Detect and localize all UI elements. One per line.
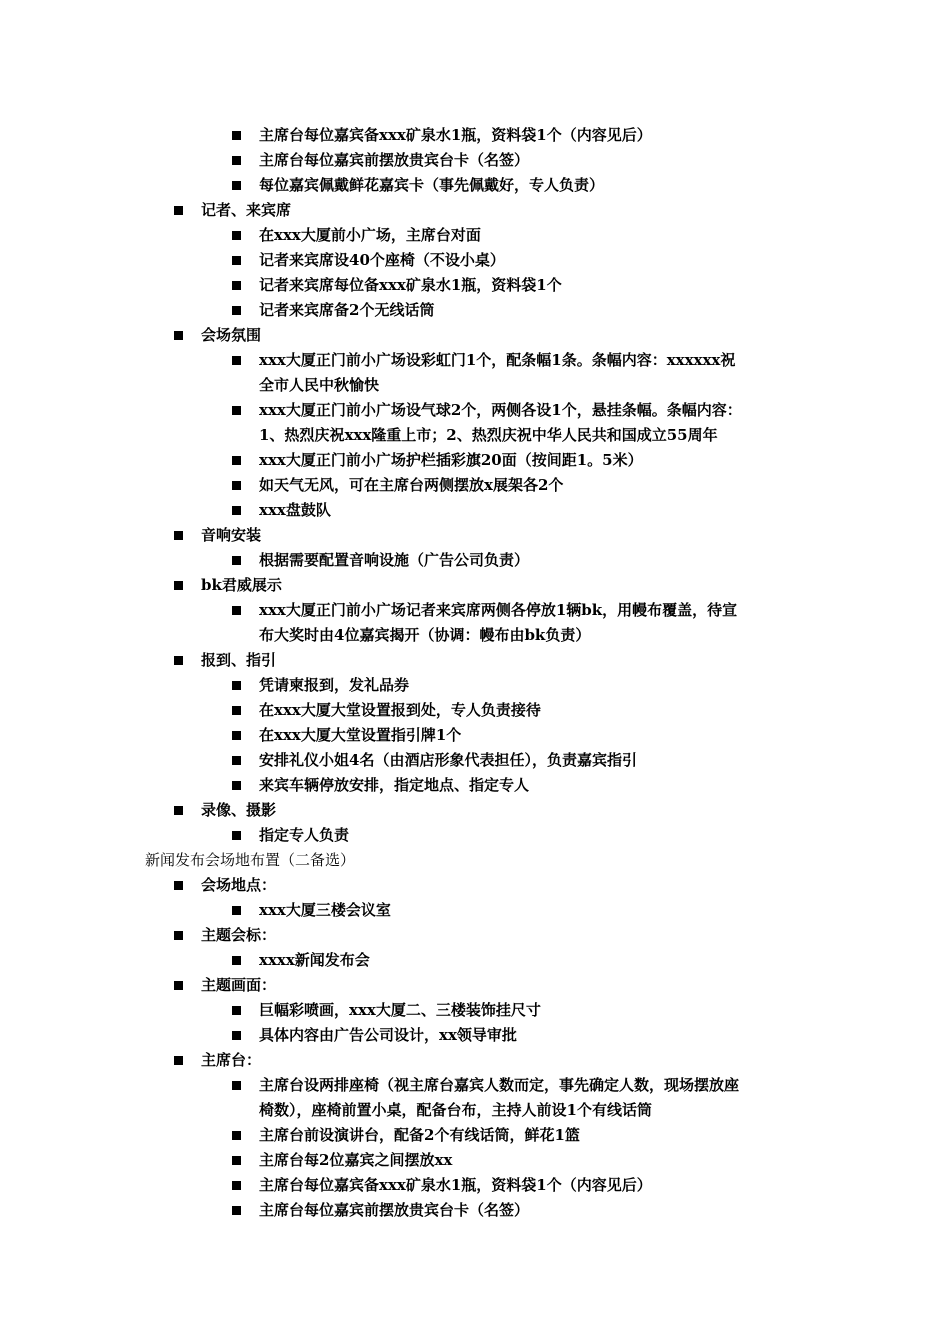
sub-list-item: 如天气无风，可在主席台两侧摆放x展架各2个 xyxy=(259,476,564,494)
square-bullet-icon xyxy=(232,906,241,915)
sub-list-item: 每位嘉宾佩戴鲜花嘉宾卡（事先佩戴好，专人负责） xyxy=(259,176,605,194)
square-bullet-icon xyxy=(232,1081,241,1090)
sub-list-item: 主席台每位嘉宾备xxx矿泉水1瓶，资料袋1个（内容见后） xyxy=(259,1176,652,1194)
list-item: 报到、指引 xyxy=(201,651,277,669)
square-bullet-icon xyxy=(232,506,241,515)
sub-list-item: 主席台每位嘉宾前摆放贵宾台卡（名签） xyxy=(259,151,530,169)
square-bullet-icon xyxy=(232,306,241,315)
square-bullet-icon xyxy=(232,781,241,790)
square-bullet-icon xyxy=(232,756,241,765)
sub-list-item: xxx大厦正门前小广场设彩虹门1个，配条幅1条。条幅内容：xxxxxx祝 xyxy=(259,351,736,369)
square-bullet-icon xyxy=(232,681,241,690)
square-bullet-icon xyxy=(232,281,241,290)
square-bullet-icon xyxy=(232,1031,241,1040)
square-bullet-icon xyxy=(232,606,241,615)
square-bullet-icon xyxy=(232,1206,241,1215)
square-bullet-icon xyxy=(174,531,183,540)
square-bullet-icon xyxy=(174,656,183,665)
sub-list-item: 记者来宾席每位备xxx矿泉水1瓶，资料袋1个 xyxy=(259,276,562,294)
sub-list-item: 1、热烈庆祝xxx隆重上市；2、热烈庆祝中华人民共和国成立55周年 xyxy=(259,426,718,444)
square-bullet-icon xyxy=(232,181,241,190)
square-bullet-icon xyxy=(232,356,241,365)
sub-list-item: 在xxx大厦大堂设置报到处，专人负责接待 xyxy=(259,701,541,719)
sub-list-item: 主席台每位嘉宾前摆放贵宾台卡（名签） xyxy=(259,1201,530,1219)
square-bullet-icon xyxy=(232,1131,241,1140)
square-bullet-icon xyxy=(232,706,241,715)
sub-list-item: 全市人民中秋愉快 xyxy=(259,376,380,394)
square-bullet-icon xyxy=(174,206,183,215)
sub-list-item: 指定专人负责 xyxy=(259,826,350,844)
square-bullet-icon xyxy=(232,1181,241,1190)
square-bullet-icon xyxy=(232,831,241,840)
square-bullet-icon xyxy=(174,981,183,990)
sub-list-item: 具体内容由广告公司设计，xx领导审批 xyxy=(259,1026,517,1044)
sub-list-item: 巨幅彩喷画，xxx大厦二、三楼装饰挂尺寸 xyxy=(259,1001,541,1019)
sub-list-item: xxxx新闻发布会 xyxy=(259,951,370,969)
list-item: 音响安装 xyxy=(201,526,262,544)
sub-list-item: 记者来宾席设40个座椅（不设小桌） xyxy=(259,251,505,269)
sub-list-item: 在xxx大厦前小广场，主席台对面 xyxy=(259,226,481,244)
square-bullet-icon xyxy=(232,956,241,965)
sub-list-item: xxx大厦正门前小广场记者来宾席两侧各停放1辆bk，用幔布覆盖，待宣 xyxy=(259,601,738,619)
sub-list-item: 主席台设两排座椅（视主席台嘉宾人数而定，事先确定人数，现场摆放座 xyxy=(259,1076,740,1094)
square-bullet-icon xyxy=(174,1056,183,1065)
square-bullet-icon xyxy=(232,456,241,465)
list-item: 记者、来宾席 xyxy=(201,201,292,219)
square-bullet-icon xyxy=(232,1006,241,1015)
square-bullet-icon xyxy=(232,406,241,415)
list-item: 会场地点： xyxy=(201,876,277,894)
sub-list-item: 主席台前设演讲台，配备2个有线话筒，鲜花1篮 xyxy=(259,1126,580,1144)
list-item: 主席台： xyxy=(201,1051,262,1069)
square-bullet-icon xyxy=(174,581,183,590)
sub-list-item: 记者来宾席备2个无线话筒 xyxy=(259,301,435,319)
list-item: 主题会标： xyxy=(201,926,277,944)
sub-list-item: 安排礼仪小姐4名（由酒店形象代表担任），负责嘉宾指引 xyxy=(259,751,637,769)
sub-list-item: 椅数），座椅前置小桌，配备台布，主持人前设1个有线话筒 xyxy=(259,1101,652,1119)
square-bullet-icon xyxy=(232,131,241,140)
sub-list-item: 凭请柬报到，发礼品券 xyxy=(259,676,410,694)
list-item: 主题画面： xyxy=(201,976,277,994)
square-bullet-icon xyxy=(232,1156,241,1165)
sub-list-item: 布大奖时由4位嘉宾揭开（协调：幔布由bk负责） xyxy=(259,626,591,644)
sub-list-item: 主席台每位嘉宾备xxx矿泉水1瓶，资料袋1个（内容见后） xyxy=(259,126,652,144)
square-bullet-icon xyxy=(232,231,241,240)
square-bullet-icon xyxy=(232,731,241,740)
square-bullet-icon xyxy=(232,556,241,565)
square-bullet-icon xyxy=(232,156,241,165)
section-heading: 新闻发布会场地布置（二备选） xyxy=(145,851,356,869)
sub-list-item: xxx大厦正门前小广场护栏插彩旗20面（按间距1。5米） xyxy=(259,451,643,469)
sub-list-item: xxx大厦三楼会议室 xyxy=(259,901,391,919)
square-bullet-icon xyxy=(174,931,183,940)
list-item: 录像、摄影 xyxy=(201,801,277,819)
square-bullet-icon xyxy=(174,881,183,890)
list-item: 会场氛围 xyxy=(201,326,262,344)
square-bullet-icon xyxy=(232,481,241,490)
square-bullet-icon xyxy=(232,256,241,265)
square-bullet-icon xyxy=(174,331,183,340)
sub-list-item: 主席台每2位嘉宾之间摆放xx xyxy=(259,1151,453,1169)
sub-list-item: 根据需要配置音响设施（广告公司负责） xyxy=(259,551,530,569)
sub-list-item: 在xxx大厦大堂设置指引牌1个 xyxy=(259,726,462,744)
list-item: bk君威展示 xyxy=(201,576,282,594)
sub-list-item: xxx盘鼓队 xyxy=(259,501,331,519)
sub-list-item: 来宾车辆停放安排，指定地点、指定专人 xyxy=(259,776,530,794)
sub-list-item: xxx大厦正门前小广场设气球2个，两侧各设1个，悬挂条幅。条幅内容： xyxy=(259,401,742,419)
square-bullet-icon xyxy=(174,806,183,815)
